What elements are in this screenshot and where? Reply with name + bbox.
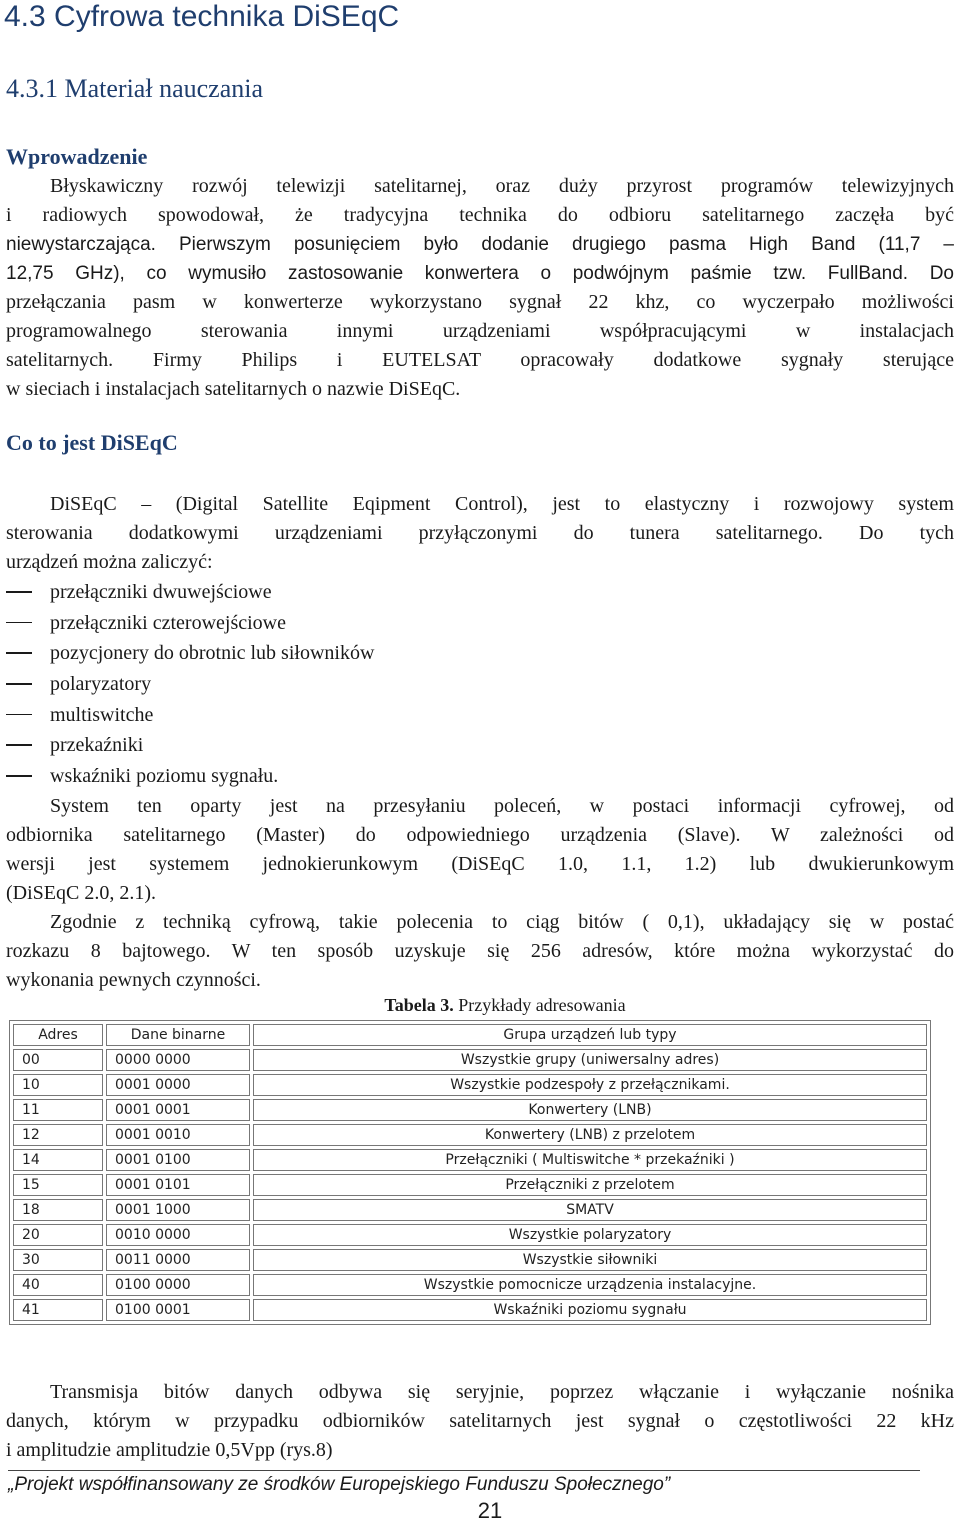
table-row: [13, 1149, 927, 1171]
device-list: [6, 577, 606, 792]
dash-bullet: [6, 652, 32, 654]
cell-binary: 0100 0000: [106, 1274, 250, 1296]
table-row: [13, 1049, 927, 1071]
list-item-text: pozycjonery do obrotnic lub siłowników: [50, 642, 375, 665]
subsection-title: 4.3.1 Materiał nauczania: [6, 74, 263, 103]
list-item: [6, 700, 606, 731]
cell-binary: 0100 0001: [106, 1299, 250, 1321]
cell-group: Wskaźniki poziomu sygnału: [253, 1299, 927, 1321]
dash-bullet: [6, 591, 32, 593]
list-item-text: multiswitche: [50, 703, 154, 726]
transmission-line: danych, którym w przypadku odbiorników satelitarnych jest sygnał o częstotliwości 22 kHz: [6, 1410, 954, 1432]
cell-group: Przełączniki z przelotem: [253, 1174, 927, 1196]
dash-bullet: [6, 775, 32, 777]
cell-group: Wszystkie siłowniki: [253, 1249, 927, 1271]
header-group: Grupa urządzeń lub typy: [253, 1024, 927, 1046]
cell-binary: 0011 0000: [106, 1249, 250, 1271]
table-header-row: [13, 1024, 927, 1046]
transmission-line: Transmisja bitów danych odbywa się seryjnie, poprzez włączanie i wyłączanie nośnika: [50, 1381, 954, 1403]
intro-line: w sieciach i instalacjach satelitarnych o nazwie DiSEqC.: [6, 378, 461, 400]
table-row: [13, 1074, 927, 1096]
footer-text: „Projekt współfinansowany ze środków Europejskiego Funduszu Społecznego”: [8, 1474, 671, 1495]
cell-address: 12: [13, 1124, 103, 1146]
command-line: wykonania pewnych czynności.: [6, 969, 261, 991]
cell-binary: 0001 0010: [106, 1124, 250, 1146]
intro-line: Błyskawiczny rozwój telewizji satelitarnej, oraz duży przyrost programów telewizyjnych: [50, 175, 954, 197]
list-item-text: polaryzatory: [50, 673, 152, 696]
cell-group: Przełączniki ( Multiswitche * przekaźniki ): [253, 1149, 927, 1171]
intro-line: 12,75 GHz), co wymusiło zastosowanie konwertera o podwójnym paśmie tzw. FullBand. Do: [6, 263, 954, 284]
table-row: [13, 1274, 927, 1296]
cell-address: 18: [13, 1199, 103, 1221]
cell-binary: 0001 0101: [106, 1174, 250, 1196]
dash-bullet: [6, 683, 32, 685]
addressing-table: [9, 1020, 931, 1325]
intro-line: przełączania pasm w konwerterze wykorzystano sygnał 22 khz, co wyczerpało możliwości: [6, 291, 954, 313]
what-line: urządzeń można zaliczyć:: [6, 551, 213, 573]
list-item-text: przełączniki czterowejściowe: [50, 611, 286, 634]
cell-address: 15: [13, 1174, 103, 1196]
table-caption: [0, 995, 960, 1016]
table-row: [13, 1199, 927, 1221]
cell-address: 00: [13, 1049, 103, 1071]
cell-binary: 0010 0000: [106, 1224, 250, 1246]
footer-rule: [8, 1470, 920, 1471]
command-line: rozkazu 8 bajtowego. W ten sposób uzyskuje się 256 adresów, które można wykorzystać do: [6, 940, 954, 962]
list-item: [6, 761, 606, 792]
table-row: [13, 1224, 927, 1246]
cell-binary: 0000 0000: [106, 1049, 250, 1071]
list-item-text: przekaźniki: [50, 734, 144, 757]
system-line: wersji jest systemem jednokierunkowym (DiSEqC 1.0, 1.1, 1.2) lub dwukierunkowym: [6, 853, 954, 875]
intro-line: niewystarczająca. Pierwszym posunięciem było dodanie drugiego pasma High Band (11,7 –: [6, 234, 954, 255]
dash-bullet: [6, 744, 32, 746]
cell-group: Wszystkie polaryzatory: [253, 1224, 927, 1246]
cell-group: Wszystkie podzespoły z przełącznikami.: [253, 1074, 927, 1096]
intro-line: satelitarnych. Firmy Philips i EUTELSAT opracowały dodatkowe sygnały sterujące: [6, 349, 954, 371]
table-caption-text: Przykłady adresowania: [458, 995, 626, 1015]
list-item: [6, 638, 606, 669]
cell-address: 41: [13, 1299, 103, 1321]
dash-bullet: [6, 622, 32, 624]
list-item: [6, 669, 606, 700]
cell-binary: 0001 1000: [106, 1199, 250, 1221]
list-item-text: przełączniki dwuwejściowe: [50, 581, 272, 603]
system-line: System ten oparty jest na przesyłaniu poleceń, w postaci informacji cyfrowej, od: [50, 795, 954, 817]
what-line: DiSEqC – (Digital Satellite Eqipment Control), jest to elastyczny i rozwojowy system: [50, 493, 954, 515]
cell-address: 30: [13, 1249, 103, 1271]
intro-line: i radiowych spowodował, że tradycyjna technika do odbioru satelitarnego zaczęła być: [6, 204, 954, 226]
table-row: [13, 1124, 927, 1146]
table-row: [13, 1299, 927, 1321]
cell-address: 14: [13, 1149, 103, 1171]
header-binary: Dane binarne: [106, 1024, 250, 1046]
list-item: [6, 730, 606, 761]
table-caption-label: Tabela 3.: [384, 995, 454, 1015]
list-item-text: wskaźniki poziomu sygnału.: [50, 765, 279, 788]
cell-binary: 0001 0100: [106, 1149, 250, 1171]
transmission-line: i amplitudzie amplitudzie 0,5Vpp (rys.8): [6, 1439, 333, 1461]
what-line: sterowania dodatkowymi urządzeniami przyłączonymi do tunera satelitarnego. Do tych: [6, 522, 954, 544]
header-address: Adres: [13, 1024, 103, 1046]
intro-line: programowalnego sterowania innymi urządzeniami współpracującymi w instalacjach: [6, 320, 954, 342]
list-item: [6, 608, 606, 639]
cell-group: Wszystkie grupy (uniwersalny adres): [253, 1049, 927, 1071]
cell-binary: 0001 0000: [106, 1074, 250, 1096]
table-row: [13, 1099, 927, 1121]
cell-address: 40: [13, 1274, 103, 1296]
intro-heading: Wprowadzenie: [6, 144, 148, 169]
command-line: Zgodnie z techniką cyfrową, takie polecenia to ciąg bitów ( 0,1), układający się w postać: [50, 911, 954, 933]
cell-group: SMATV: [253, 1199, 927, 1221]
dash-bullet: [6, 714, 32, 716]
cell-address: 20: [13, 1224, 103, 1246]
cell-address: 10: [13, 1074, 103, 1096]
what-heading: Co to jest DiSEqC: [6, 430, 178, 455]
table-row: [13, 1174, 927, 1196]
table-row: [13, 1249, 927, 1271]
section-title: 4.3 Cyfrowa technika DiSEqC: [4, 0, 400, 33]
page-number: 21: [477, 1498, 503, 1523]
system-line: odbiornika satelitarnego (Master) do odpowiedniego urządzenia (Slave). W zależności od: [6, 824, 954, 846]
system-line: (DiSEqC 2.0, 2.1).: [6, 882, 156, 904]
cell-binary: 0001 0001: [106, 1099, 250, 1121]
cell-group: Wszystkie pomocnicze urządzenia instalacyjne.: [253, 1274, 927, 1296]
cell-group: Konwertery (LNB) z przelotem: [253, 1124, 927, 1146]
list-item: [6, 577, 606, 608]
cell-group: Konwertery (LNB): [253, 1099, 927, 1121]
cell-address: 11: [13, 1099, 103, 1121]
